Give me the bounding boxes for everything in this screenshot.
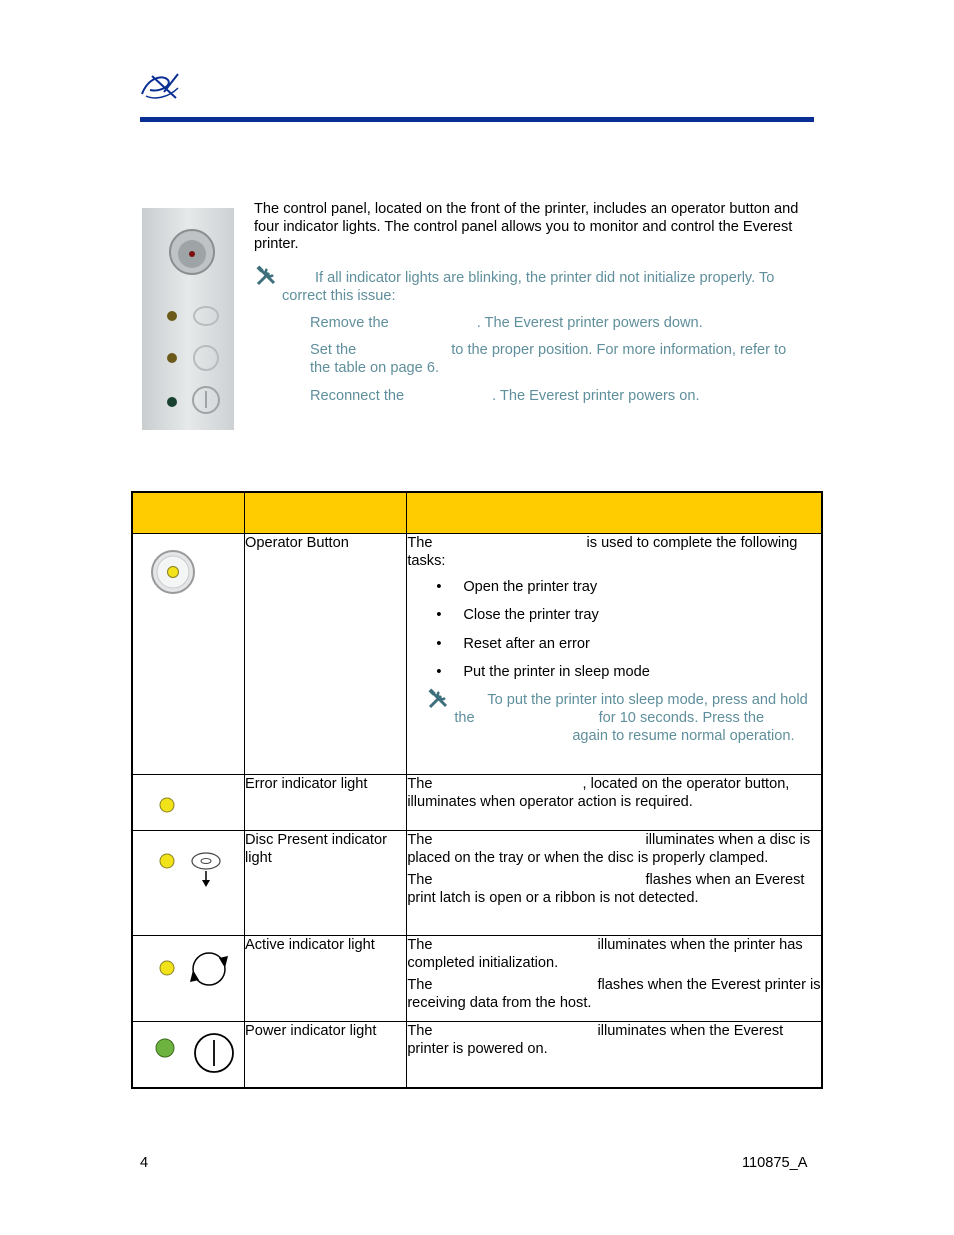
error-led-icon xyxy=(133,775,244,825)
tools-icon xyxy=(427,688,451,710)
table-header-row xyxy=(132,492,822,534)
step-3-after: . The Everest printer powers on. xyxy=(492,388,700,404)
desc-after: illuminates when the printer has completed initialization. xyxy=(407,937,803,971)
header-rule xyxy=(140,117,814,122)
control-panel-table xyxy=(131,491,823,1089)
tip-text: If all indicator lights are blinking, the printer did not initialize properly. To correct this issue: xyxy=(282,270,775,304)
icon-cell xyxy=(132,775,245,831)
task-list xyxy=(407,578,821,681)
control-panel-photo xyxy=(142,208,234,430)
name-cell: Error indicator light xyxy=(245,775,407,831)
note-part-2: for 10 seconds. Press the xyxy=(598,710,765,727)
desc-cell xyxy=(407,775,822,831)
intro-paragraph: The control panel, located on the front of the printer, includes an operator button and four indicator lights. The control panel allows you to monitor and control the Everest printer. xyxy=(254,201,799,252)
step-1-after: . The Everest printer powers down. xyxy=(476,315,703,331)
desc-before: The xyxy=(407,776,433,792)
table-row xyxy=(132,775,822,831)
active-led-icon xyxy=(133,936,244,1006)
list-item: • Put the printer in sleep mode xyxy=(463,663,821,681)
name-cell: Power indicator light xyxy=(245,1022,407,1089)
tools-icon xyxy=(255,265,279,287)
desc-after: illuminates when a disc is placed on the tray or when the disc is properly clamped. xyxy=(407,832,811,866)
desc-cell xyxy=(407,936,822,1022)
rimage-logo-icon xyxy=(138,70,182,102)
step-3 xyxy=(310,387,810,405)
icon-cell xyxy=(132,936,245,1022)
desc-cell xyxy=(407,534,822,775)
disc-present-led-icon xyxy=(133,831,244,901)
name-cell: Active indicator light xyxy=(245,936,407,1022)
page-number: 4 xyxy=(140,1155,149,1171)
step-3-before: Reconnect the xyxy=(310,388,405,404)
step-2-after: to the proper position. For more information, refer to the table on page 6. xyxy=(310,342,787,376)
desc-before: The xyxy=(407,832,433,848)
step-2-before: Set the xyxy=(310,342,357,358)
desc-before: The xyxy=(407,1023,433,1039)
icon-cell xyxy=(132,534,245,775)
desc2-before: The xyxy=(407,872,433,888)
desc-cell xyxy=(407,831,822,936)
operator-button-icon xyxy=(133,534,244,604)
icon-cell xyxy=(132,1022,245,1089)
header-cell xyxy=(132,492,245,534)
table-row xyxy=(132,1022,822,1089)
table-row xyxy=(132,936,822,1022)
table-row xyxy=(132,534,822,775)
list-item: • Open the printer tray xyxy=(463,578,821,596)
name-cell: Disc Present indicator light xyxy=(245,831,407,936)
desc2-before: The xyxy=(407,977,433,993)
step-2 xyxy=(310,341,810,377)
desc-after: illuminates when the Everest printer is powered on. xyxy=(407,1023,784,1057)
desc2-after: flashes when the Everest printer is receiving data from the host. xyxy=(407,977,821,1011)
note-part-3: again to resume normal operation. xyxy=(572,728,795,745)
list-item: • Close the printer tray xyxy=(463,606,821,624)
name-cell: Operator Button xyxy=(245,534,407,775)
document-id: 110875_A xyxy=(742,1155,808,1171)
icon-cell xyxy=(132,831,245,936)
sleep-note xyxy=(407,691,821,745)
desc-cell xyxy=(407,1022,822,1089)
header-cell xyxy=(245,492,407,534)
power-led-icon xyxy=(133,1022,244,1082)
desc-before: The xyxy=(407,937,433,953)
list-item: • Reset after an error xyxy=(463,635,821,653)
step-1 xyxy=(310,314,810,332)
table-row xyxy=(132,831,822,936)
desc-after: is used to complete the following tasks: xyxy=(407,535,798,569)
header-cell xyxy=(407,492,822,534)
desc-before: The xyxy=(407,535,433,551)
desc-after: , located on the operator button, illuminates when operator action is required. xyxy=(407,776,790,810)
note-part-1: To put the printer into sleep mode, press and hold the xyxy=(454,692,808,727)
step-1-before: Remove the xyxy=(310,315,389,331)
desc2-after: flashes when an Everest print latch is open or a ribbon is not detected. xyxy=(407,872,805,906)
